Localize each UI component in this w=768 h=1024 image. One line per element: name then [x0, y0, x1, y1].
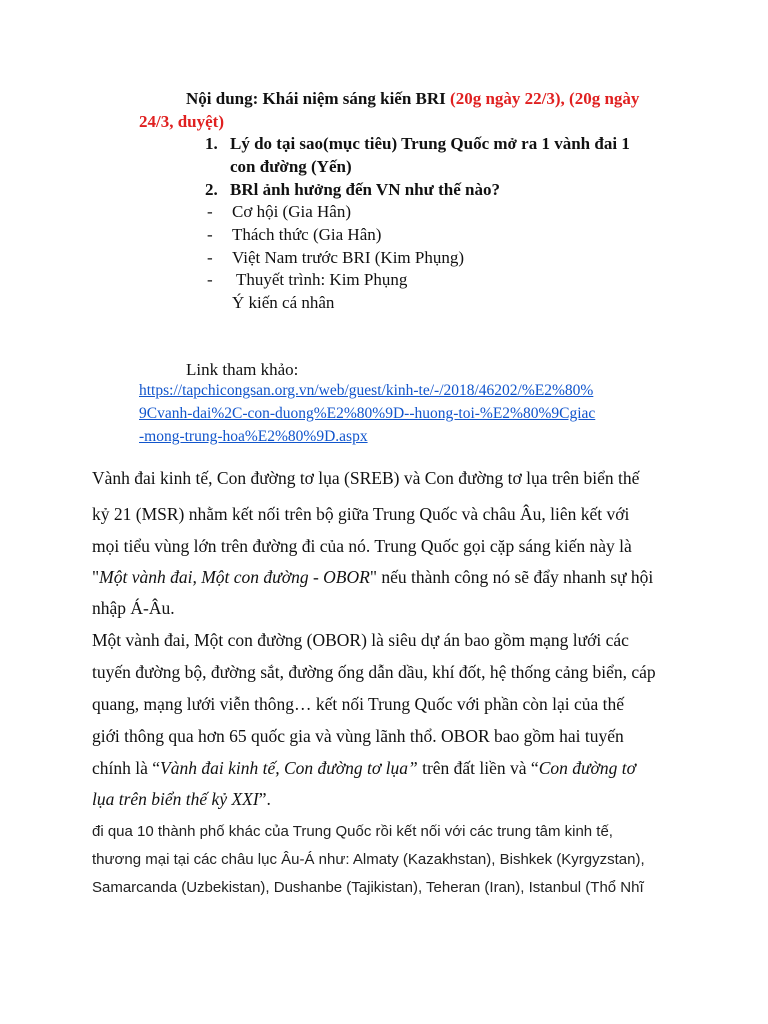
heading-prefix: Nội dung: Khái niệm sáng kiến BRI [186, 89, 451, 108]
heading-schedule: (20g ngày 22/3), (20g ngày [450, 89, 640, 108]
list-number-2: 2. [205, 180, 218, 199]
reference-label: Link tham khảo: [186, 360, 299, 379]
bullet-item: Thuyết trình: Kim Phụng [232, 270, 408, 289]
paragraph3-line: thương mại tại các châu lục Âu-Á như: Almaty (Kazakhstan), Bishkek (Kyrgyzstan), [92, 851, 645, 868]
paragraph2-line6 [92, 789, 271, 810]
bullet-dash: - [207, 225, 213, 244]
bullet-item: Thách thức (Gia Hân) [232, 225, 382, 244]
paragraph2-line: tuyến đường bộ, đường sắt, đường ống dẫn dầu, khí đốt, hệ thống cảng biển, cáp [92, 662, 656, 682]
content-heading [186, 89, 639, 109]
list-item-1-line2: con đường (Yến) [230, 157, 352, 176]
reference-link-line3[interactable]: -mong-trung-hoa%E2%80%9D.aspx [139, 428, 368, 445]
paragraph2-line: giới thông qua hơn 65 quốc gia và vùng lãnh thổ. OBOR bao gồm hai tuyến [92, 726, 624, 746]
paragraph3-line: Samarcanda (Uzbekistan), Dushanbe (Tajikistan), Teheran (Iran), Istanbul (Thổ Nhĩ [92, 879, 644, 896]
reference-link-line1[interactable]: https://tapchicongsan.org.vn/web/guest/kinh-te/-/2018/46202/%E2%80% [139, 382, 594, 399]
bullet-extra: Ý kiến cá nhân [232, 293, 335, 312]
list-item-2: BRl ảnh hưởng đến VN như thế nào? [230, 180, 500, 199]
text: ”. [258, 789, 271, 809]
text: chính là “ [92, 758, 161, 778]
bullet-dash: - [207, 270, 213, 289]
obor-italic: Một vành đai, Một con đường - OBOR [99, 567, 370, 587]
reference-link-line2[interactable]: 9Cvanh-dai%2C-con-duong%E2%80%9D--huong-toi-%E2%80%9Cgiac [139, 405, 596, 422]
italic-phrase: lụa trên biển thế kỷ XXI [92, 789, 259, 809]
paragraph2-line: quang, mạng lưới viễn thông… kết nối Trung Quốc với phần còn lại của thế [92, 694, 625, 714]
list-item-1-line1: Lý do tại sao(mục tiêu) Trung Quốc mở ra 1 vành đai 1 [230, 134, 630, 153]
paragraph3-line: đi qua 10 thành phố khác của Trung Quốc rồi kết nối với các trung tâm kinh tế, [92, 823, 613, 840]
paragraph1-line: nhập Á-Âu. [92, 598, 175, 618]
heading-schedule-cont: 24/3, duyệt) [139, 112, 224, 131]
paragraph1-line: mọi tiểu vùng lớn trên đường đi của nó. Trung Quốc gọi cặp sáng kiến này là [92, 536, 632, 556]
paragraph1-line: Vành đai kinh tế, Con đường tơ lụa (SREB) và Con đường tơ lụa trên biển thế [92, 468, 640, 488]
quote-open: " [92, 567, 100, 587]
bullet-dash: - [207, 202, 213, 221]
list-number-1: 1. [205, 134, 218, 153]
italic-phrase: Vành đai kinh tế, Con đường tơ lụa” [160, 758, 418, 778]
paragraph1-line: kỷ 21 (MSR) nhằm kết nối trên bộ giữa Trung Quốc và châu Âu, liên kết với [92, 504, 630, 524]
paragraph1-line4 [92, 567, 653, 588]
paragraph2-line: Một vành đai, Một con đường (OBOR) là siêu dự án bao gồm mạng lưới các [92, 630, 629, 650]
italic-phrase: Con đường tơ [538, 758, 636, 778]
bullet-item: Việt Nam trước BRI (Kim Phụng) [232, 248, 465, 267]
paragraph2-line5 [92, 758, 636, 779]
bullet-item: Cơ hội (Gia Hân) [232, 202, 351, 221]
line4-rest: " nếu thành công nó sẽ đẩy nhanh sự hội [369, 567, 654, 587]
bullet-dash: - [207, 248, 213, 267]
text: trên đất liền và “ [417, 758, 539, 778]
